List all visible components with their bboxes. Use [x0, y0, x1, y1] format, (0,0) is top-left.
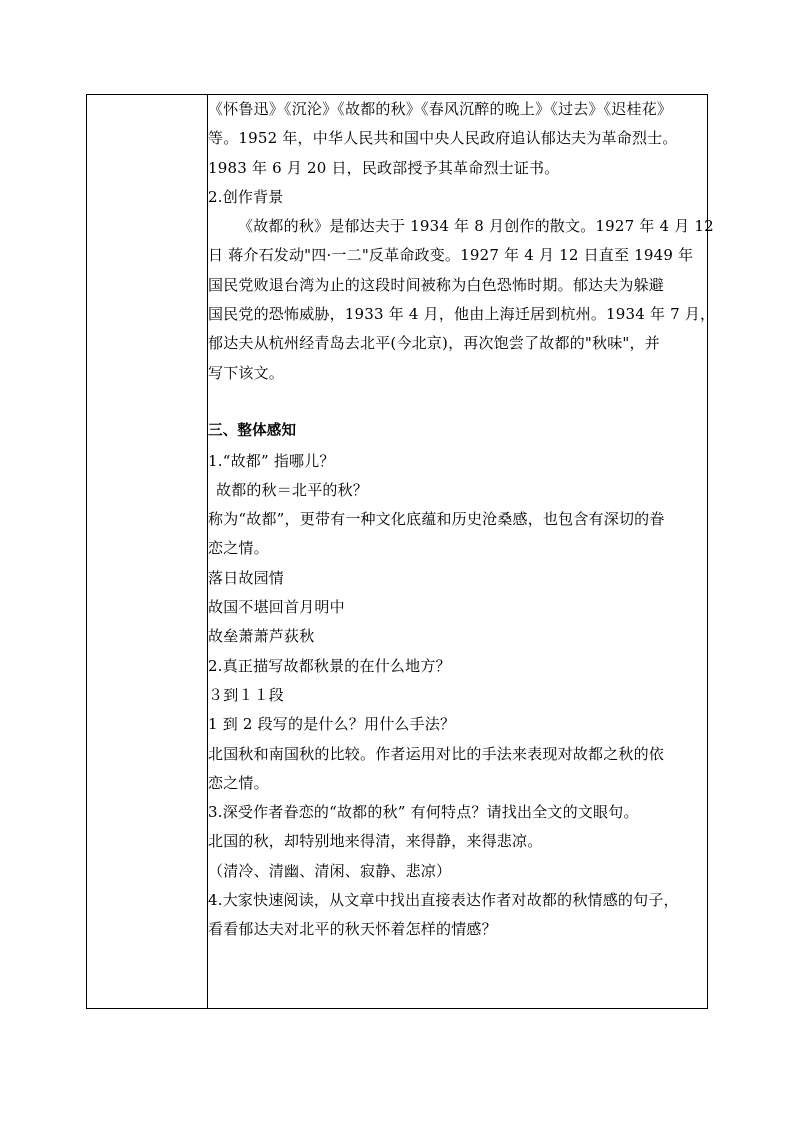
- answer-line: 故都的秋＝北平的秋？: [216, 480, 369, 499]
- paragraph-line: 日 蒋介石发动"四·一二"反革命政变。1927 年 4 月 12 日直至 1949 年: [208, 246, 694, 265]
- question-line: 1 到 2 段写的是什么？用什么手法？: [208, 715, 456, 734]
- blank-line: [208, 388, 707, 417]
- answer-line: 恋之情。: [208, 773, 269, 792]
- poem-line: 落日故园情: [208, 568, 285, 587]
- works-list-line: 《怀鲁迅》《沉沦》《故都的秋》《春风沉醉的晚上》《过去》《迟桂花》: [208, 100, 673, 118]
- poem-line: 故国不堪回首月明中: [208, 598, 345, 617]
- poem-line: 故垒萧萧芦荻秋: [208, 627, 315, 646]
- paragraph-line: 国民党的恐怖威胁，1933 年 4 月，他由上海迁居到杭州。1934 年 7 月，: [208, 305, 716, 324]
- answer-line: 北国的秋，却特别地来得清，来得静，来得悲凉。: [208, 832, 543, 851]
- section-heading: 三、整体感知: [208, 423, 297, 440]
- paragraph-line: 《故都的秋》是郁达夫于 1934 年 8 月创作的散文。1927 年 4 月 12: [238, 217, 714, 236]
- answer-line: 称为“故都”，更带有一种文化底蕴和历史沧桑感，也包含有深切的眷: [208, 510, 665, 529]
- section-subheading: 2.创作背景: [208, 187, 284, 206]
- paragraph-line: 1983 年 6 月 20 日，民政部授予其革命烈士证书。: [208, 158, 560, 177]
- answer-line: （清冷、清幽、清闲、寂静、悲凉）: [208, 861, 452, 880]
- paragraph-line: 写下该文。: [208, 363, 285, 382]
- answer-line: 北国秋和南国秋的比较。作者运用对比的手法来表现对故都之秋的依: [208, 744, 665, 763]
- paragraph-line: 郁达夫从杭州经青岛去北平(今北京)，再次饱尝了故都的"秋味"，并: [208, 334, 660, 353]
- answer-line: ３到１１段: [208, 685, 285, 704]
- lesson-table: [86, 94, 716, 1009]
- content-cell: [208, 95, 716, 1009]
- paragraph-line: 国民党败退台湾为止的这段时间被称为白色恐怖时期。郁达夫为躲避: [208, 275, 665, 294]
- question-line: 4.大家快速阅读，从文章中找出直接表达作者对故都的秋情感的句子，: [208, 891, 679, 910]
- answer-line: 恋之情。: [208, 539, 269, 558]
- left-column-cell: [87, 95, 208, 1009]
- question-line: 1.“故都” 指哪儿？: [208, 451, 335, 470]
- question-line: 2.真正描写故都秋景的在什么地方？: [208, 656, 451, 675]
- question-line: 3.深受作者眷恋的“故都的秋” 有何特点？请找出全文的文眼句。: [208, 803, 639, 822]
- question-line: 看看郁达夫对北平的秋天怀着怎样的情感？: [208, 920, 497, 939]
- paragraph-line: 等。1952 年，中华人民共和国中央人民政府追认郁达夫为革命烈士。: [208, 129, 678, 148]
